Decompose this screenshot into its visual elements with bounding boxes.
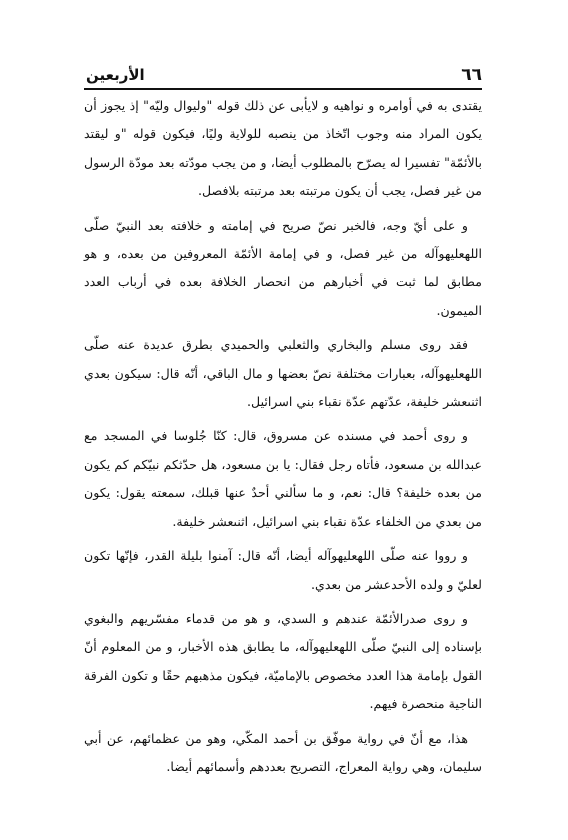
paragraph: و روى صدرالأئمّة عندهم و السدي، و هو من قدماء مفسّريهم والبغوي بإسناده إلى النبيّ صلّى اللهعليهوآله، ما يطابق هذه الأخبار، و من المعلوم أنّ القول بإمامة هذا العدد مخصوص بالإماميّة، فيكون مذهبهم حقًا و تكون الفرقة الناجية منحصرة فيهم. <box>84 610 482 712</box>
paragraph: فقد روى مسلم والبخاري والثعلبي والحميدي بطرق عديدة عنه صلّى اللهعليهوآله، بعبارات مختلفة نصّ بعضها و مال الباقي، أنّه قال: سيكون بعدي اثنىعشر خليفة، عدّتهم عدّة نقباء بني اسرائيل. <box>84 337 482 410</box>
body-text <box>84 92 482 787</box>
page-number: ٦٦ <box>461 65 482 85</box>
header-rule <box>84 88 482 90</box>
paragraph: و روى أحمد في مسنده عن مسروق، قال: كنّا جُلوسا في المسجد مع عبدالله بن مسعود، فأتاه رجل فقال: يا بن مسعود، هل حدّثكم نبيّكم كم يكون من بعده خليفة؟ قال: نعم، و ما سألني أحدٌ عنها قبلك، سمعته يقول: يكون من بعدي من الخلفاء عدّة نقباء بني اسرائيل، اثنىعشر خليفة. <box>84 428 482 529</box>
page-header <box>86 60 482 86</box>
paragraph: يقتدى به في أوامره و نواهيه و لايأبى عن ذلك قوله "وليوال وليّه" إذ يجوز أن يكون المراد منه وجوب اتّخاذ من ينصبه للولاية وليًا، فيكون قوله "و ليقتد بالأئمّة" تفسيرا له يصرّح بالمطلوب أيضا، و من يجب مودّته بعد مودّة الرسول من غير فصل، يجب أن يكون مرتبته بعد مرتبته بلافصل. <box>84 98 482 199</box>
paragraph: هذا، مع أنّ في رواية موفّق بن أحمد المكّي، وهو من عظمائهم، عن أبي سليمان، وهي رواية المعراج، التصريح بعددهم وأسمائهم أيضا. <box>84 730 482 774</box>
running-title: الأربعين <box>86 66 145 84</box>
paragraph: و على أيّ وجه، فالخبر نصّ صريح في إمامته و خلافته بعد النبيّ صلّى اللهعليهوآله من غير فصل، و في إمامة الأئمّة المعروفين من بعده، و هو مطابق لما ثبت في أخبارهم من انحصار الخلافة بعده في أرباب العدد الميمون. <box>84 217 482 318</box>
paragraph: و رووا عنه صلّى اللهعليهوآله أيضا، أنّه قال: آمنوا بليلة القدر، فإنّها تكون لعليّ و ولده الأحدعشر من بعدي. <box>84 548 482 592</box>
